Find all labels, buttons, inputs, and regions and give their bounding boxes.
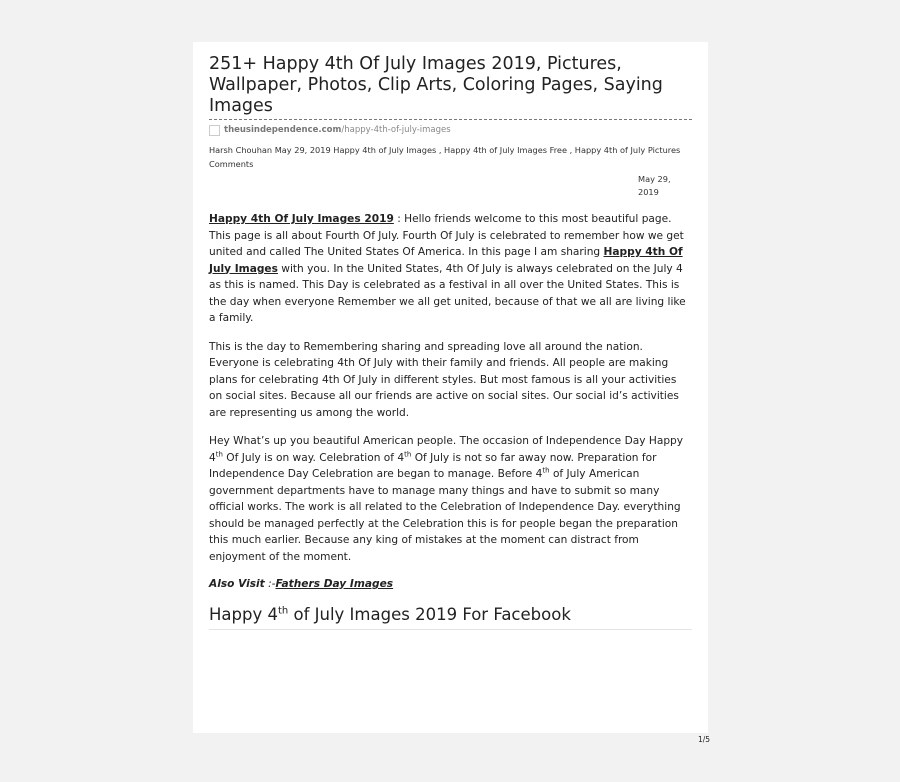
paragraph-3-text-a: Hey What’s up you beautiful American people. The occasion of Independence Day Happy 4 [209, 435, 684, 464]
source-url[interactable] [224, 125, 451, 135]
superscript-th: th [542, 466, 550, 475]
paragraph-1-text-a: : Hello friends welcome to this most beautiful page. This page is all about Fourth Of July. Fourth Of July is celebrated to remember how we get united and called The United States Of America. In this page I am sharing [209, 213, 684, 258]
paragraph-1 [209, 211, 692, 327]
paragraph-3 [209, 433, 692, 565]
link-happy-4th-images[interactable]: Happy 4th Of July Images [209, 246, 683, 275]
favicon-icon [209, 125, 220, 136]
section-heading [209, 604, 692, 626]
page-number: 1/5 [698, 735, 711, 744]
superscript-th: th [404, 449, 412, 458]
paragraph-2: This is the day to Remembering sharing and spreading love all around the nation. Everyone is celebrating 4th Of July with their family and friends. All people are making plans for celebrating 4th Of July in different styles. But most famous is all your activities on social sites. Because all our friends are active on social sites. Our social id’s activities are representing us among the world. [209, 340, 679, 419]
superscript-th: th [215, 449, 223, 458]
paragraph-3-text-b: Of July is on way. Celebration of 4 [222, 451, 405, 464]
meta-line: Harsh Chouhan May 29, 2019 Happy 4th of July Images , Happy 4th of July Images Free , Happy 4th of July Pictures [209, 145, 681, 155]
paragraph-1-text-b: with you. In the United States, 4th Of July is always celebrated on the July 4 as this is named. This Day is celebrated as a festival in all over the United States. This is the day when everyone Remember we all get united, because of that we all are living like a family. [209, 262, 686, 324]
section-heading-a: Happy 4 [209, 605, 278, 624]
superscript-th: th [277, 605, 289, 617]
paragraph-3-text-d: of July American government departments have to manage many things and have to submit so many official works. The work is all related to the Celebration of Independence Day. everything should be managed perfectly at the Celebration this is for people began the preparation this much earlier. Because any king of mistakes at the moment can distract from enjoyment of the moment. [209, 468, 681, 563]
section-heading-b: of July Images 2019 For Facebook [288, 605, 571, 624]
source-line [209, 123, 692, 137]
link-happy-4th-images-2019[interactable]: Happy 4th Of July Images 2019 [209, 213, 394, 225]
link-fathers-day-images[interactable]: Fathers Day Images [275, 578, 394, 590]
document-page [193, 42, 708, 733]
meta-comments: Comments [209, 159, 254, 169]
article [209, 54, 692, 630]
article-date: May 29, 2019 [638, 174, 671, 197]
also-visit-label: Also Visit [209, 578, 265, 590]
also-visit [209, 578, 692, 590]
section-divider [209, 629, 692, 630]
title-divider [209, 119, 692, 120]
article-title: 251+ Happy 4th Of July Images 2019, Pictures, Wallpaper, Photos, Clip Arts, Coloring Pages, Saying Images [209, 54, 663, 116]
also-visit-separator: :- [264, 578, 276, 590]
source-path: /happy-4th-of-july-images [341, 125, 451, 135]
source-domain: theusindependence.com [224, 125, 342, 135]
paragraph-3-text-c: Of July is not so far away now. Preparation for Independence Day Celebration are began to manage. Before 4 [209, 451, 657, 480]
article-meta [209, 143, 692, 171]
